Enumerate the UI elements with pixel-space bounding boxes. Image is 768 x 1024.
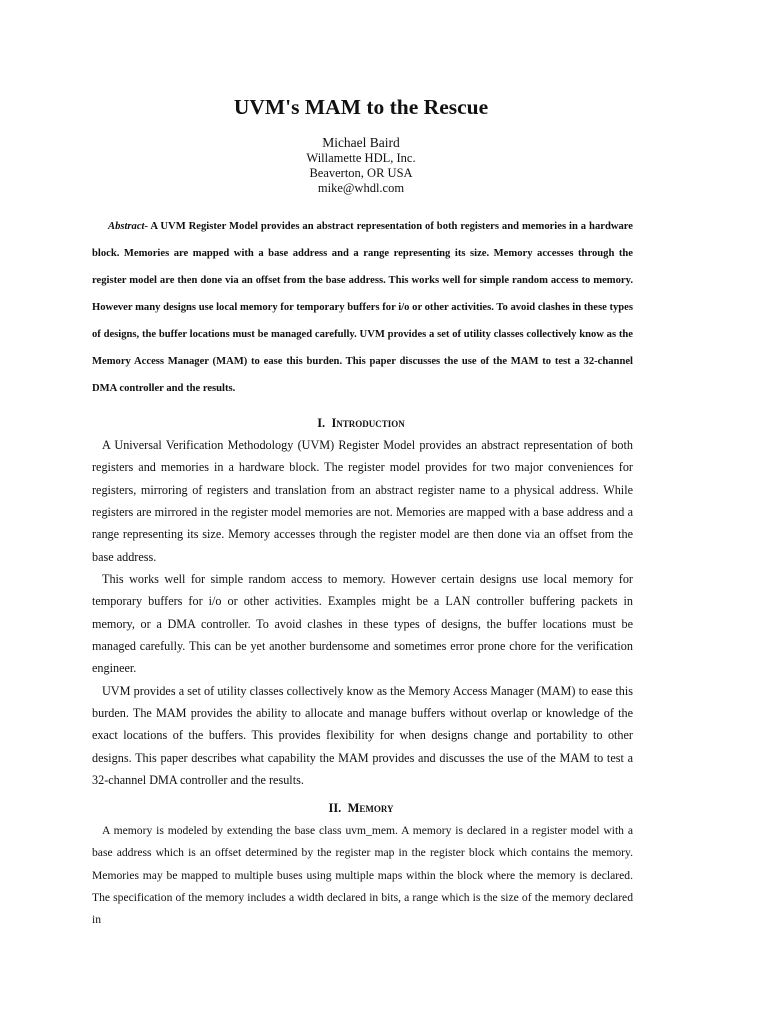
introduction-body — [92, 434, 633, 792]
abstract-text: A UVM Register Model provides an abstract representation of both registers and memories in a hardware block. Memories are mapped with a base address and a range representing its size. Memory accesses through the register model are then done via an offset from the base address. This works well for simple random access to memory. However many designs use local memory for temporary buffers for i/o or other activities. To avoid clashes in these types of designs, the buffer locations must be managed carefully. UVM provides a set of utility classes collectively know as the Memory Access Manager (MAM) to ease this burden. This paper discusses the use of the MAM to test a 32-channel DMA controller and the results. — [92, 221, 633, 394]
author-name: Michael Baird — [322, 135, 400, 150]
section-title: Introduction — [331, 416, 405, 430]
section-heading-memory — [0, 800, 722, 816]
section-heading-introduction — [0, 415, 722, 431]
paragraph: This works well for simple random access to memory. However certain designs use local memory for temporary buffers for i/o or other activities. Examples might be a LAN controller buffering packets in memory, or a DMA controller. To avoid clashes in these types of designs, the buffer locations must be managed carefully. This can be yet another burdensome and sometimes error prone chore for the verification engineer. — [92, 572, 633, 676]
author-location: Beaverton, OR USA — [309, 166, 413, 180]
author-email: mike@whdl.com — [317, 181, 405, 195]
section-title: Memory — [347, 801, 394, 815]
section-number: I. — [317, 416, 326, 430]
paper-title: UVM's MAM to the Rescue — [233, 95, 489, 119]
author-affiliation: Willamette HDL, Inc. — [306, 151, 416, 165]
abstract-label: Abstract- — [108, 221, 149, 232]
abstract — [92, 213, 633, 402]
paragraph: A Universal Verification Methodology (UVM) Register Model provides an abstract representation of both registers and memories in a hardware block. The register model provides for two major conveniences for registers, mirroring of registers and translation from an abstract register name to a physical address. While registers are mirrored in the register model memories are not. Memories are mapped with a base address and a range representing its size. Memory accesses through the register model are then done via an offset from the base address. — [92, 438, 633, 564]
memory-body — [92, 820, 633, 931]
paragraph: UVM provides a set of utility classes collectively know as the Memory Access Manager (MAM) to ease this burden. The MAM provides the ability to allocate and manage buffers without overlap or knowledge of the exact locations of the buffers. This provides flexibility for when designs change and portability to other designs. This paper describes what capability the MAM provides and discusses the use of the MAM to test a 32-channel DMA controller and the results. — [92, 683, 633, 788]
section-number: II. — [328, 801, 342, 815]
author-block — [0, 135, 722, 196]
paragraph: A memory is modeled by extending the base class uvm_mem. A memory is declared in a register model with a base address which is an offset determined by the register map in the register block which contains the memory. Memories may be mapped to multiple buses using multiple maps within the block where the memory is declared. The specification of the memory includes a width declared in bits, a range which is the size of the memory declared in — [92, 824, 633, 927]
